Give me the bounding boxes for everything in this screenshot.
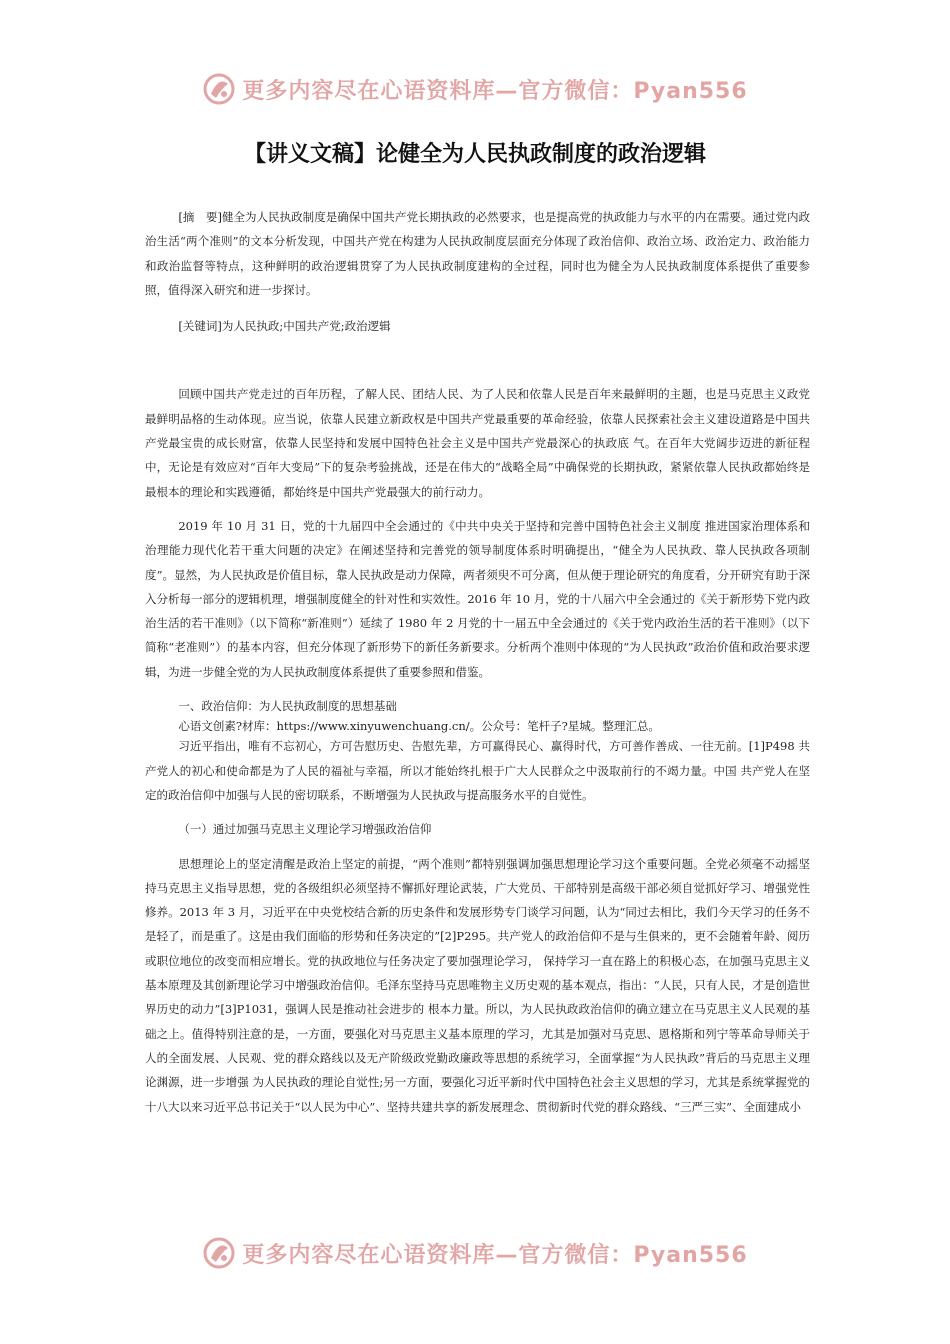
brand-logo-icon [202,72,236,106]
body-paragraph-4: 思想理论上的坚定清醒是政治上坚定的前提，“两个准则”都特别强调加强思想理论学习这个重要问题。全党必须毫不动摇坚持马克思主义指导思想，党的各级组织必须坚持不懈抓好理论武装，广大党员、干部特别是高级干部必须自觉抓好学习、增强党性修养。2013 年 3 月，习近平在中央党校结合新的历史条件和发展形势专门谈学习问题，认为“同过去相比，我们今天学习的任务不是轻了，而是重了。这是由我们面临的形势和任务决定的”[2]P295。共产党人的政治信仰不是与生俱来的，更不会随着年龄、阅历或职位地位的改变而相应增长。党的执政地位与任务决定了要加强理论学习， 保持学习一直在路上的积极心态，在加强马克思主义基本原理及其创新理论学习中增强政治信仰。毛泽东坚持马克思唯物主义历史观的基本观点，指出：“人民，只有人民，才是创造世界历史的动力”[3]P1031，强调人民是推动社会进步的 根本力量。所以，为人民执政政治信仰的确立建立在马克思主义人民观的基础之上。值得特别注意的是，一方面，要强化对马克思主义基本原理的学习，尤其是加强对马克思、恩格斯和列宁等革命导师关于人的全面发展、人民观、党的群众路线以及无产阶级政党勤政廉政等思想的系统学习，全面掌握“为人民执政”背后的马克思主义理论渊源，进一步增强 为人民执政的理论自觉性;另一方面，要强化习近平新时代中国特色社会主义思想的学习，尤其是系统掌握党的十八大以来习近平总书记关于“以人民为中心”、坚持共建共享的新发展理念、贯彻新时代党的群众路线、“三严三实”、全面建成小 [145,856,810,1114]
section-heading-1: 一、政治信仰：为人民执政制度的思想基础 [178,699,397,714]
body-paragraph-1: 回顾中国共产党走过的百年历程，了解人民、团结人民、为了人民和依靠人民是百年来最鲜明的主题，也是马克思主义政党最鲜明品格的生动体现。应当说，依靠人民建立新政权是中国共产党最重要的革命经验，依靠人民探索社会主义建设道路是中国共产党最宝贵的成长财富，依靠人民坚持和发展中国特色社会主义是中国共产党最深心的执政底 气。在百年大党阔步迈进的新征程中，无论是有效应对“百年大变局”下的复杂考验挑战，还是在伟大的“战略全局”中确保党的长期执政，紧紧依靠人民执政都始终是最根本的理论和实践遵循，都始终是中国共产党最强大的前行动力。 [145,387,810,499]
document-title: 【讲义文稿】论健全为人民执政制度的政治逻辑 [243,142,706,167]
body-paragraph-2: 2019 年 10 月 31 日，党的十九届四中全会通过的《中共中央关于坚持和完善中国特色社会主义制度 推进国家治理体系和治理能力现代化若干重大问题的决定》在阐述坚持和完善党的领导制度体系时明确提出，“健全为人民执政、靠人民执政各项制度”。显然，为人民执政是价值目标，靠人民执政是动力保障，两者须臾不可分离，但从便于理论研究的角度看，分开研究有助于深入分析每一部分的逻辑机理，增强制度健全的针对性和实效性。2016 年 10 月，党的十八届六中全会通过的《关于新形势下党内政治生活的若干准则》（以下简称“新准则”）延续了 1980 年 2 月党的十一届五中全会通过的《关于党内政治生活的若干准则》（以下简称“老准则”）的基本内容，但充分体现了新形势下的新任务新要求。分析两个准则中体现的“为人民执政”政治价值和政治要求逻辑，为进一步健全党的为人民执政制度体系提供了重要参照和借鉴。 [145,518,810,679]
keywords-line: [关键词]为人民执政;中国共产党;政治逻辑 [178,319,391,334]
banner-text: 更多内容尽在心语资料库—官方微信：Pyan556 [242,1242,748,1268]
subsection-heading-1: （一）通过加强马克思主义理论学习增强政治信仰 [178,822,432,837]
banner-text: 更多内容尽在心语资料库—官方微信：Pyan556 [242,78,748,104]
brand-logo-icon [202,1236,236,1270]
abstract-paragraph: [摘 要]健全为人民执政制度是确保中国共产党长期执政的必然要求，也是提高党的执政能力与水平的内在需要。通过党内政治生活“两个准则”的文本分析发现，中国共产党在构建为人民执政制度层面充分体现了政治信仰、政治立场、政治定力、政治能力和政治监督等特点，这种鲜明的政治逻辑贯穿了为人民执政制度建构的全过程，同时也为健全为人民执政制度体系提供了重要参照，值得深入研究和进一步探讨。 [145,210,810,297]
watermark-banner-top [0,72,950,106]
watermark-banner-bottom [0,1236,950,1270]
body-paragraph-3: 习近平指出，唯有不忘初心，方可告慰历史、告慰先辈，方可赢得民心、赢得时代，方可善作善成、一往无前。[1]P498 共产党人的初心和使命都是为了人民的福祉与幸福，所以才能始终扎根于广大人民群众之中汲取前行的不竭力量。中国 共产党人在坚定的政治信仰中加强与人民的密切联系，不断增强为人民执政与提高服务水平的自觉性。 [145,739,810,802]
document-body [145,205,810,1119]
source-note: 心语文创素?材库：https://www.xinyuwenchuang.cn/。公众号：笔杆子?星城。整理汇总。 [178,719,660,734]
